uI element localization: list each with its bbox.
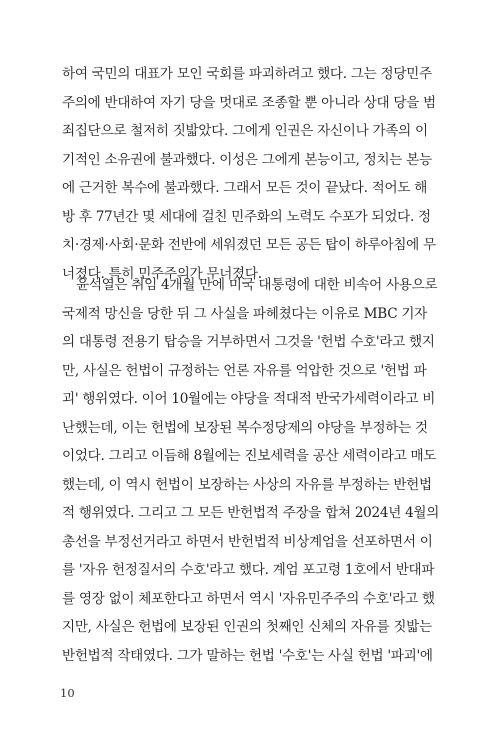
text-line: 총선을 부정선거라고 하면서 반헌법적 비상계엄을 선포하면서 이 bbox=[62, 533, 433, 550]
text-line: 를 '자유 헌정질서의 수호'라고 했다. 계엄 포고령 1호에서 반대파 bbox=[62, 562, 435, 578]
text-line: 만, 사실은 헌법이 규정하는 언론 자유를 억압한 것으로 '헌법 파 bbox=[62, 362, 427, 379]
text-line: 했는데, 이 역시 헌법이 보장하는 사상의 자유를 부정하는 반헌법 bbox=[62, 476, 432, 493]
text-line: 하여 국민의 대표가 모인 국회를 파괴하려고 했다. 그는 정당민주 bbox=[62, 66, 432, 82]
text-line: 반헌법적 작태였다. 그가 말하는 헌법 '수호'는 사실 헌법 '파괴'에 bbox=[62, 647, 433, 664]
text-line: 괴' 행위였다. 이어 10월에는 야당을 적대적 반국가세력이라고 비 bbox=[62, 391, 436, 407]
text-line: 이었다. 그리고 이듬해 8월에는 진보세력을 공산 세력이라고 매도 bbox=[62, 448, 437, 464]
text-line: 기적인 소유권에 불과했다. 이성은 그에게 본능이고, 정치는 본능 bbox=[62, 151, 432, 168]
text-line: 를 영장 없이 체포한다고 하면서 역시 '자유민주주의 수호'라고 했 bbox=[62, 590, 435, 607]
page-number: 10 bbox=[60, 686, 75, 700]
text-line: 죄집단으로 철저히 짓밟았다. 그에게 인권은 자신이나 가족의 이 bbox=[62, 123, 428, 139]
text-line: 방 후 77년간 몇 세대에 걸친 민주화의 노력도 수포가 되었다. 정 bbox=[62, 208, 431, 225]
text-line: 에 근거한 복수에 불과했다. 그래서 모든 것이 끝났다. 적어도 해 bbox=[62, 180, 428, 196]
text-line: 적 행위였다. 그리고 그 모든 반헌법적 주장을 합쳐 2024년 4월의 bbox=[62, 505, 440, 521]
text-line: 윤석열은 취임 4개월 만에 미국 대통령에 대한 비속어 사용으로 bbox=[76, 277, 438, 293]
paragraph-2 bbox=[62, 271, 442, 670]
paragraph-1 bbox=[62, 60, 442, 288]
text-line: 난했는데, 이는 헌법에 보장된 복수정당제의 야당을 부정하는 것 bbox=[62, 419, 428, 436]
text-line: 너졌다. 특히 민주주의가 무너졌다. bbox=[62, 265, 262, 282]
text-line: 지만, 사실은 헌법에 보장된 인권의 첫째인 신체의 자유를 짓밟는 bbox=[62, 619, 432, 635]
text-line: 국제적 망신을 당한 뒤 그 사실을 파헤쳤다는 이유로 MBC 기자 bbox=[62, 305, 427, 322]
text-line: 주의에 반대하여 자기 당을 멋대로 조종할 뿐 아니라 상대 당을 범 bbox=[62, 94, 436, 111]
text-line: 치·경제·사회·문화 전반에 세워졌던 모든 공든 탑이 하루아침에 무 bbox=[62, 237, 436, 253]
text-line: 의 대통령 전용기 탑승을 거부하면서 그것을 '헌법 수호'라고 했지 bbox=[62, 334, 435, 350]
